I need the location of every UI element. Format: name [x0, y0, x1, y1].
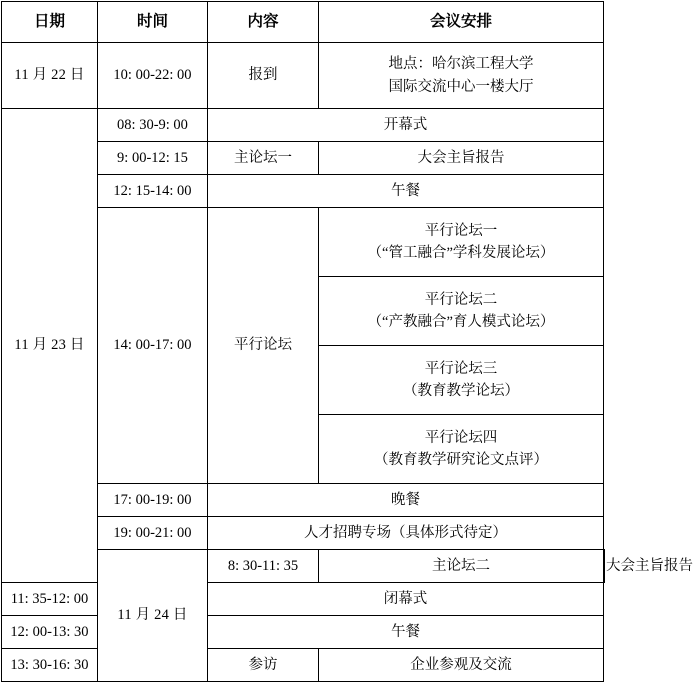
arrangement-line: 平行论坛四 [424, 429, 498, 446]
cell-date: 11 月 22 日 [2, 43, 98, 109]
cell-arrangement [319, 43, 604, 109]
cell-date: 11 月 24 日 [98, 550, 208, 682]
table-row [2, 649, 605, 682]
cell-content: 参访 [208, 649, 319, 682]
cell-content: 报到 [208, 43, 319, 109]
cell-time: 14: 00-17: 00 [98, 208, 208, 484]
arrangement-line: 平行论坛三 [424, 360, 498, 377]
cell-arrangement [208, 484, 604, 517]
arrangement-text [210, 180, 601, 202]
cell-arrangement [208, 517, 604, 550]
arrangement-text [321, 147, 601, 169]
cell-arrangement [319, 649, 604, 682]
arrangement-text [321, 53, 601, 98]
cell-time: 12: 15-14: 00 [98, 175, 208, 208]
arrangement-line: （“管工融合”学科发展论坛） [367, 245, 555, 261]
cell-date: 11 月 23 日 [2, 109, 98, 583]
cell-time: 17: 00-19: 00 [98, 484, 208, 517]
arrangement-line: （“产教融合”育人模式论坛） [367, 314, 555, 330]
arrangement-line: 午餐 [391, 623, 420, 640]
arrangement-line: 闭幕式 [383, 590, 428, 607]
arrangement-line: 开幕式 [383, 116, 428, 133]
arrangement-line: （教育教学论坛） [403, 383, 519, 399]
cell-time: 9: 00-12: 15 [98, 142, 208, 175]
table-row [2, 616, 605, 649]
cell-arrangement [319, 208, 604, 277]
arrangement-text [210, 489, 601, 511]
arrangement-line: 地点：哈尔滨工程大学 [388, 56, 534, 73]
conference-schedule-table [1, 1, 693, 682]
cell-arrangement [208, 583, 604, 616]
cell-time: 10: 00-22: 00 [98, 43, 208, 109]
cell-arrangement [319, 415, 604, 484]
table-header-row [2, 2, 605, 43]
arrangement-line: 平行论坛二 [424, 291, 498, 308]
arrangement-text [321, 358, 601, 403]
table-body [2, 43, 693, 682]
cell-content: 平行论坛 [208, 208, 319, 484]
column-header-arrangement: 会议安排 [319, 2, 604, 43]
table-header [2, 2, 605, 43]
arrangement-text [321, 289, 601, 334]
cell-time: 19: 00-21: 00 [98, 517, 208, 550]
arrangement-text [321, 427, 601, 472]
column-header-date: 日期 [2, 2, 98, 43]
cell-arrangement [208, 109, 604, 142]
arrangement-line: （教育教学研究论文点评） [374, 452, 548, 468]
cell-content: 主论坛一 [208, 142, 319, 175]
cell-time: 8: 30-11: 35 [208, 550, 319, 583]
cell-arrangement [319, 277, 604, 346]
cell-time: 11: 35-12: 00 [2, 583, 98, 616]
cell-time: 12: 00-13: 30 [2, 616, 98, 649]
arrangement-line: 国际交流中心一楼大厅 [388, 78, 534, 95]
arrangement-line: 平行论坛一 [424, 222, 498, 239]
cell-arrangement [208, 616, 604, 649]
table-row [2, 109, 605, 142]
arrangement-text [321, 654, 601, 676]
arrangement-text [210, 621, 601, 643]
arrangement-line: 午餐 [391, 182, 420, 199]
column-header-time: 时间 [98, 2, 208, 43]
cell-time: 13: 30-16: 30 [2, 649, 98, 682]
cell-arrangement [208, 175, 604, 208]
arrangement-text [321, 220, 601, 265]
cell-time: 08: 30-9: 00 [98, 109, 208, 142]
arrangement-line: 大会主旨报告 [417, 149, 505, 166]
cell-content: 主论坛二 [319, 550, 604, 583]
column-header-content: 内容 [208, 2, 319, 43]
cell-arrangement [319, 142, 604, 175]
arrangement-text [210, 522, 601, 544]
table-row [2, 583, 605, 616]
arrangement-text [210, 114, 601, 136]
table-row [2, 43, 605, 109]
cell-arrangement [319, 346, 604, 415]
arrangement-line: 晚餐 [391, 491, 420, 508]
arrangement-text [210, 588, 601, 610]
arrangement-line: 人才招聘专场（具体形式待定） [304, 524, 507, 541]
cell-arrangement: 大会主旨报告 [604, 550, 605, 583]
arrangement-line: 企业参观及交流 [410, 656, 512, 673]
